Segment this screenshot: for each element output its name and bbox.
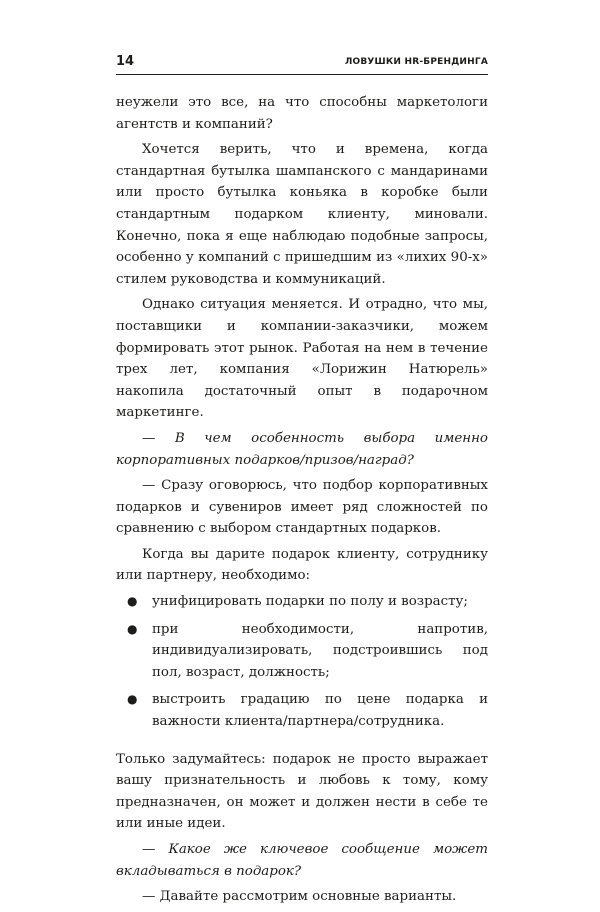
list-item-text: при необходимости, напротив, индивидуализировать, подстроившись под пол, возраст, должность; [152, 621, 488, 680]
paragraph: Только задумайтесь: подарок не просто выражает вашу признательность и любовь к тому, кому предназначен, он может и должен нести в себе те или иные идеи. [116, 751, 488, 832]
bullet-icon: ● [127, 594, 138, 609]
header-rule [116, 74, 488, 75]
question-dash: — [142, 430, 175, 446]
paragraph: Однако ситуация меняется. И отрадно, что мы, поставщики и компании-заказчики, можем формировать этот рынок. Работая на нем в течение трех лет, компания «Лорижин Натюрель» накопила достаточный опыт в подарочном маркетинге. [116, 297, 488, 421]
page-number: 14 [116, 54, 135, 69]
bullet-icon: ● [127, 621, 138, 636]
body-text [116, 92, 488, 912]
list-item-text: выстроить градацию по цене подарка и важности клиента/партнера/сотрудника. [152, 692, 488, 730]
question-text: В чем особенность выбора именно корпоративных подарков/призов/наград? [116, 430, 488, 468]
bullet-list [116, 591, 488, 733]
list-item [116, 619, 488, 684]
list-item [116, 591, 488, 613]
paragraph: Когда вы дарите подарок клиенту, сотруднику или партнеру, необходимо: [116, 546, 488, 584]
page-header [116, 54, 488, 70]
paragraph-continuation: неужели это все, на что способны маркетологи агентств и компаний? [116, 95, 488, 132]
bullet-icon: ● [127, 692, 138, 707]
interview-question [116, 428, 488, 471]
question-dash: — [142, 842, 169, 857]
interview-answer: — Сразу оговорюсь, что подбор корпоративных подарков и сувениров имеет ряд сложностей по сравнению с выбором стандартных подарков. [116, 478, 488, 537]
list-item [116, 689, 488, 732]
running-head: ЛОВУШКИ HR-БРЕНДИНГА [344, 57, 488, 67]
question-text: Какое же ключевое сообщение может вкладываться в подарок? [116, 842, 488, 879]
list-item-text: унифицировать подарки по полу и возрасту; [152, 594, 468, 610]
interview-answer: — Давайте рассмотрим основные варианты. [142, 889, 457, 905]
paragraph: Хочется верить, что и времена, когда стандартная бутылка шампанского с мандаринами или просто бутылка коньяка в коробке были стандартным подарком клиенту, миновали. Конечно, пока я еще наблюдаю подобные запросы, особенно у компаний с пришедшим из «лихих 90-х» стилем руководства и коммуникаций. [116, 142, 488, 287]
interview-question [116, 839, 488, 882]
